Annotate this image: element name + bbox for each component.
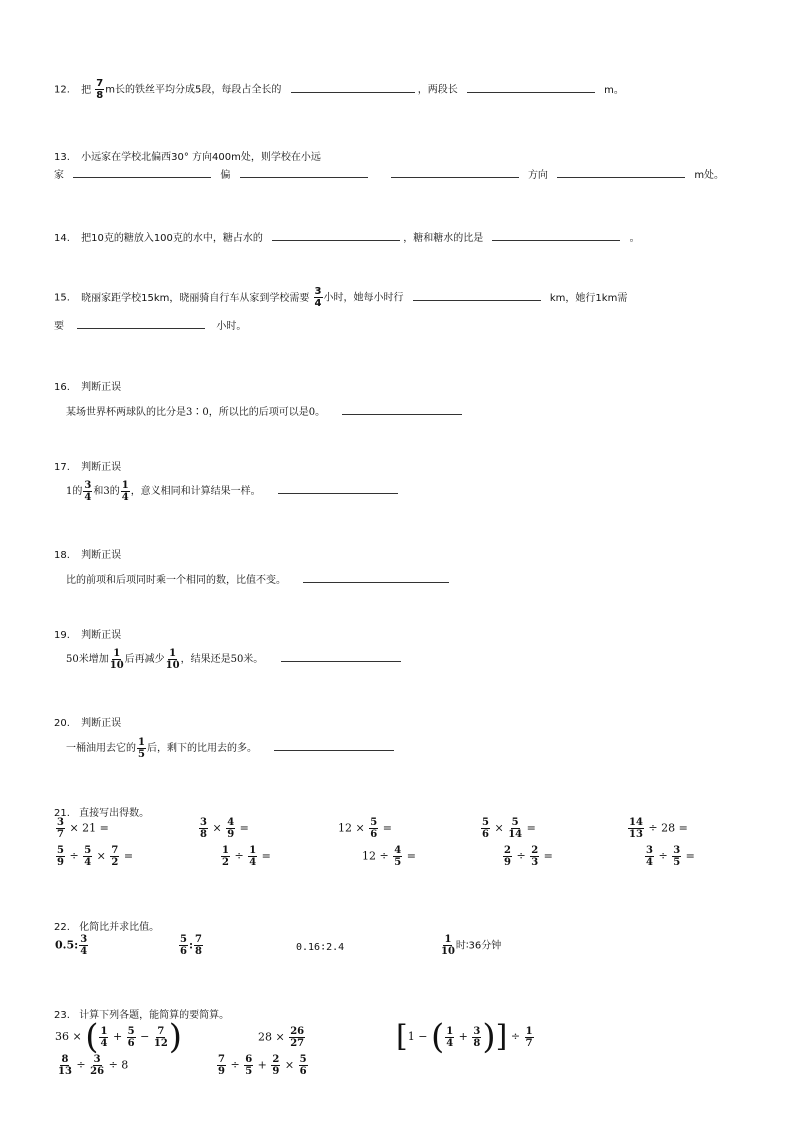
answer-blank[interactable]	[391, 176, 519, 178]
fraction	[221, 845, 230, 868]
question-title: 直接写出得数。	[79, 808, 150, 819]
operator: +	[257, 1058, 267, 1072]
fraction	[56, 845, 65, 868]
fraction	[79, 934, 88, 957]
operator: =	[239, 821, 249, 835]
expr-text: ÷ 28 =	[648, 821, 688, 835]
text: 方向	[527, 170, 548, 181]
numerator: 1	[444, 934, 452, 945]
numerator: 1	[525, 1025, 533, 1037]
denominator: 5	[138, 749, 145, 760]
fraction	[166, 648, 180, 671]
fraction	[194, 934, 203, 957]
numerator: 4	[227, 817, 235, 828]
question-title: 计算下列各题，能简算的要简算。	[79, 1010, 230, 1021]
text: ，结果还是50米。	[180, 654, 264, 665]
operator: ÷	[230, 1058, 240, 1072]
fraction	[271, 1054, 280, 1077]
right-paren: )	[168, 1017, 183, 1057]
question-title: 判断正误	[81, 630, 122, 641]
denominator: 4	[314, 298, 322, 309]
numerator: 1	[138, 737, 145, 748]
fraction	[83, 845, 92, 868]
answer-blank[interactable]	[274, 749, 394, 751]
operator: =	[526, 821, 536, 835]
expr-text: × 21 =	[69, 821, 109, 835]
simplify-3	[396, 1017, 535, 1057]
question-title: 判断正误	[81, 550, 122, 561]
calc-5	[627, 817, 688, 840]
denominator: 9	[272, 1066, 280, 1077]
fraction	[121, 480, 130, 503]
denominator: 26	[90, 1066, 105, 1077]
numerator: 1	[100, 1025, 108, 1037]
question-17	[54, 458, 121, 473]
fraction	[110, 845, 119, 868]
denominator: 4	[121, 492, 129, 503]
answer-blank[interactable]	[467, 91, 595, 93]
numerator: 5	[299, 1054, 307, 1065]
answer-blank[interactable]	[492, 239, 620, 241]
operator: ÷	[76, 1058, 86, 1072]
numerator: 5	[370, 817, 378, 828]
text: 和3的	[93, 486, 120, 497]
text: m。	[604, 84, 624, 96]
numerator: 1	[446, 1025, 454, 1037]
numerator: 5	[127, 1025, 135, 1037]
expr-text: 1 −	[407, 1030, 428, 1043]
fraction	[56, 817, 65, 840]
answer-blank[interactable]	[413, 299, 541, 301]
numerator: 5	[180, 934, 187, 945]
numerator: 5	[511, 817, 519, 828]
question-20	[54, 714, 121, 729]
denominator: 2	[222, 857, 229, 868]
fraction	[393, 845, 402, 868]
numerator: 3	[314, 286, 322, 297]
fraction	[672, 845, 681, 868]
denominator: 4	[249, 857, 257, 868]
operator: +	[458, 1030, 468, 1043]
numerator: 6	[245, 1054, 253, 1065]
question-number: 20.	[54, 718, 70, 729]
denominator: 5	[245, 1066, 253, 1077]
text: 1的	[66, 486, 83, 497]
statement: 某场世界杯两球队的比分是3∶0，所以比的后项可以是0。	[66, 407, 326, 418]
denominator: 8	[200, 829, 207, 840]
operator: ×	[494, 821, 504, 835]
expr-text: 12 ÷	[362, 849, 389, 863]
fraction	[481, 817, 490, 840]
numerator: 1	[249, 845, 257, 856]
question-16-body	[66, 403, 462, 418]
question-12	[54, 78, 624, 101]
expr-text: ÷ 8	[108, 1058, 129, 1072]
text: ，糖和糖水的比是	[403, 233, 484, 244]
question-number: 14.	[54, 233, 70, 244]
numerator: 1	[113, 648, 121, 659]
numerator: 3	[673, 845, 681, 856]
numerator: 3	[200, 817, 207, 828]
answer-blank[interactable]	[557, 176, 685, 178]
expr-text: 0.16∶2.4	[296, 942, 345, 953]
calc-1	[55, 817, 109, 840]
fraction	[248, 845, 257, 868]
numerator: 7	[96, 78, 104, 89]
text: m长的铁丝平均分成5段，每段占全长的	[105, 84, 282, 96]
fraction	[58, 1054, 72, 1077]
numerator: 4	[394, 845, 402, 856]
text: km，她行1km需	[549, 292, 628, 304]
text: 家	[54, 170, 64, 181]
denominator: 3	[531, 857, 539, 868]
denominator: 5	[394, 857, 402, 868]
question-number: 22.	[54, 922, 70, 933]
text: 后，剩下的比用去的多。	[146, 743, 257, 754]
numerator: 5	[482, 817, 489, 828]
denominator: 2	[111, 857, 119, 868]
operator: ÷	[658, 849, 668, 863]
numerator: 1	[169, 648, 177, 659]
denominator: 7	[57, 829, 64, 840]
operator: ÷	[69, 849, 79, 863]
left-paren: (	[430, 1017, 445, 1057]
operator: :	[188, 938, 194, 952]
numerator: 7	[111, 845, 119, 856]
calc-6	[55, 845, 133, 868]
expr-text: 12 ×	[338, 821, 365, 835]
text: 50米增加	[66, 654, 109, 665]
operator: ÷	[234, 849, 244, 863]
operator: −	[140, 1030, 150, 1043]
question-13	[54, 148, 321, 163]
denominator: 10	[441, 946, 455, 957]
fraction	[154, 1026, 168, 1049]
question-16	[54, 378, 121, 393]
denominator: 14	[508, 829, 523, 840]
answer-blank[interactable]	[278, 492, 398, 494]
denominator: 13	[58, 1066, 72, 1077]
question-number: 21.	[54, 808, 70, 819]
question-18	[54, 546, 121, 561]
right-bracket: ]	[495, 1019, 508, 1054]
numerator: 2	[272, 1054, 280, 1065]
fraction	[95, 78, 104, 101]
numerator: 26	[290, 1026, 305, 1037]
denominator: 9	[218, 1066, 225, 1077]
numerator: 1	[222, 845, 229, 856]
answer-blank[interactable]	[281, 660, 401, 662]
fraction	[127, 1026, 136, 1049]
question-13-line2	[54, 166, 724, 181]
question-15	[54, 286, 627, 309]
numerator: 14	[629, 817, 643, 828]
text: 一桶油用去它的	[66, 743, 136, 754]
statement: 比的前项和后项同时乘一个相同的数，比值不变。	[66, 575, 286, 586]
operator: =	[685, 849, 695, 863]
denominator: 7	[525, 1037, 533, 1049]
calc-2	[198, 817, 249, 840]
operator: =	[382, 821, 392, 835]
denominator: 8	[96, 90, 104, 101]
denominator: 6	[370, 829, 378, 840]
denominator: 10	[109, 660, 124, 671]
text: 小时，她每小时行	[323, 292, 404, 304]
text: 偏	[220, 170, 231, 181]
fraction	[628, 817, 644, 840]
denominator: 8	[195, 946, 202, 957]
numerator: 3	[646, 845, 653, 856]
question-14	[54, 229, 640, 244]
denominator: 4	[84, 492, 92, 503]
question-title: 判断正误	[81, 462, 122, 473]
denominator: 4	[446, 1037, 454, 1049]
text: 。	[629, 233, 640, 244]
denominator: 9	[57, 857, 64, 868]
question-number: 19.	[54, 630, 70, 641]
simplify-5	[216, 1054, 309, 1077]
question-number: 15.	[54, 292, 70, 304]
text: m处。	[694, 170, 725, 181]
denominator: 6	[482, 829, 489, 840]
simplify-1	[55, 1017, 183, 1057]
numerator: 7	[195, 934, 202, 945]
left-paren: (	[85, 1017, 99, 1057]
fraction	[137, 737, 146, 760]
fraction	[90, 1054, 104, 1077]
numerator: 7	[157, 1025, 165, 1037]
fraction	[226, 817, 235, 840]
calc-3	[338, 817, 392, 840]
fraction	[445, 1026, 454, 1049]
fraction	[472, 1026, 481, 1049]
numerator: 3	[57, 817, 64, 828]
fraction	[83, 480, 92, 503]
question-15-line2	[54, 317, 246, 332]
fraction	[525, 1026, 534, 1049]
numerator: 3	[473, 1025, 481, 1037]
fraction	[503, 845, 512, 868]
answer-blank[interactable]	[303, 581, 449, 583]
denominator: 4	[646, 857, 653, 868]
ratio-a	[55, 934, 89, 957]
question-20-body	[66, 737, 394, 760]
denominator: 6	[299, 1066, 307, 1077]
fraction	[217, 1054, 226, 1077]
numerator: 8	[61, 1054, 69, 1065]
calc-8	[362, 845, 416, 868]
denominator: 4	[80, 946, 88, 957]
question-number: 16.	[54, 382, 70, 393]
answer-blank[interactable]	[291, 91, 415, 93]
text: 把	[81, 84, 92, 96]
answer-blank[interactable]	[240, 176, 368, 178]
calc-9	[502, 845, 553, 868]
operator: =	[543, 849, 553, 863]
operator: ×	[96, 849, 106, 863]
question-title: 判断正误	[81, 718, 122, 729]
question-number: 18.	[54, 550, 70, 561]
ratio-c	[296, 942, 344, 953]
denominator: 9	[227, 829, 235, 840]
operator: ×	[284, 1058, 295, 1072]
fraction	[314, 286, 323, 309]
answer-blank[interactable]	[77, 327, 205, 329]
numerator: 3	[84, 480, 92, 491]
operator: =	[261, 849, 271, 863]
text: 晓丽家距学校15km，晓丽骑自行车从家到学校需要	[81, 292, 310, 304]
question-number: 12.	[54, 84, 70, 96]
numerator: 7	[218, 1054, 225, 1065]
denominator: 6	[180, 946, 187, 957]
calc-7	[220, 845, 271, 868]
numerator: 2	[504, 845, 511, 856]
text: 小远家在学校北偏西30° 方向400m处，则学校在小远	[81, 152, 321, 163]
denominator: 4	[100, 1037, 108, 1049]
expr-text: 0.5:	[55, 938, 79, 952]
question-title: 化简比并求比值。	[79, 922, 160, 933]
operator: =	[406, 849, 416, 863]
question-number: 13.	[54, 152, 70, 163]
numerator: 5	[84, 845, 92, 856]
fraction	[110, 648, 124, 671]
numerator: 3	[80, 934, 88, 945]
ratio-d	[440, 934, 501, 957]
question-17-body	[66, 480, 398, 503]
fraction	[179, 934, 188, 957]
denominator: 27	[290, 1038, 305, 1049]
text: ，两段长	[417, 84, 458, 96]
text: 小时。	[216, 321, 247, 332]
denominator: 9	[504, 857, 511, 868]
answer-blank[interactable]	[342, 413, 462, 415]
operator: +	[112, 1030, 123, 1043]
denominator: 6	[127, 1037, 135, 1049]
expr-text: 36 ×	[55, 1030, 82, 1043]
operator: ×	[212, 821, 222, 835]
operator: =	[123, 849, 134, 863]
question-23	[54, 1006, 229, 1021]
expr-text: 28 ×	[258, 1030, 285, 1044]
right-paren: )	[482, 1017, 496, 1057]
operator: ÷	[510, 1030, 521, 1043]
fraction	[299, 1054, 308, 1077]
fraction	[244, 1054, 253, 1077]
question-number: 23.	[54, 1010, 70, 1021]
text: ，意义相同和计算结果一样。	[130, 486, 261, 497]
fraction	[99, 1026, 108, 1049]
fraction	[289, 1026, 305, 1049]
numerator: 1	[121, 480, 129, 491]
text: 后再减少	[124, 654, 165, 665]
left-bracket: [	[396, 1019, 408, 1054]
numerator: 2	[531, 845, 539, 856]
ratio-b	[178, 934, 204, 957]
simplify-2	[258, 1026, 306, 1049]
calc-4	[480, 817, 536, 840]
simplify-4	[57, 1054, 128, 1077]
fraction	[369, 817, 378, 840]
fraction	[645, 845, 654, 868]
fraction	[199, 817, 208, 840]
question-22	[54, 918, 159, 933]
text: 要	[54, 321, 64, 332]
numerator: 3	[93, 1054, 101, 1065]
denominator: 10	[165, 660, 180, 671]
question-19-body	[66, 648, 401, 671]
fraction	[530, 845, 539, 868]
operator: ÷	[516, 849, 526, 863]
answer-blank[interactable]	[272, 239, 400, 241]
calc-10	[644, 845, 695, 868]
question-19	[54, 626, 121, 641]
denominator: 4	[84, 857, 92, 868]
denominator: 12	[153, 1037, 168, 1049]
answer-blank[interactable]	[73, 176, 211, 178]
fraction	[441, 934, 455, 957]
text: 把10克的糖放入100克的水中，糖占水的	[81, 233, 263, 244]
denominator: 13	[629, 829, 643, 840]
fraction	[508, 817, 522, 840]
question-title: 判断正误	[81, 382, 122, 393]
question-number: 17.	[54, 462, 70, 473]
denominator: 5	[673, 857, 681, 868]
numerator: 5	[57, 845, 64, 856]
denominator: 8	[473, 1037, 481, 1049]
question-18-body	[66, 571, 449, 586]
expr-text: 时∶36分钟	[455, 940, 502, 952]
